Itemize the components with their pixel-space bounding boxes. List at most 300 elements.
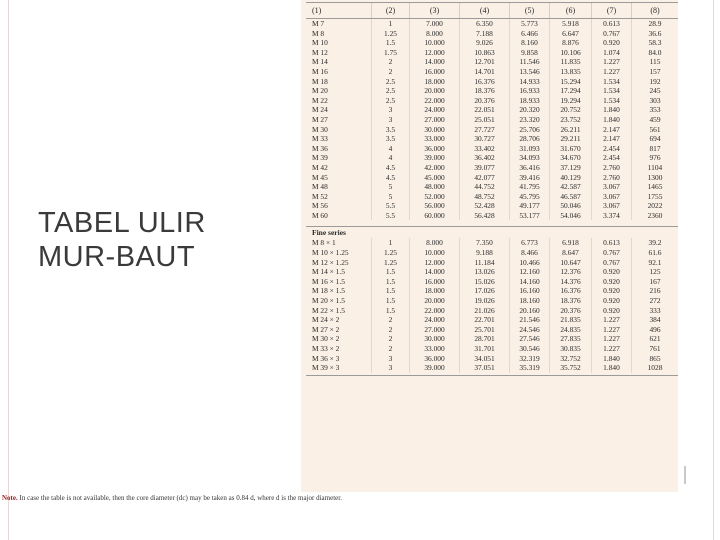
table-cell: 1.840 [592, 105, 632, 115]
table-cell: 353 [649, 105, 661, 115]
table-row [306, 344, 678, 354]
table-cell: M 30 × 2 [306, 334, 372, 344]
table-cell: 45.795 [510, 192, 550, 202]
table-cell: M 56 [306, 201, 372, 211]
table-cell: 48.000 [410, 182, 460, 192]
table-cell: 27.000 [410, 115, 460, 125]
table-cell: 2.760 [592, 163, 632, 173]
table-cell: 28.706 [510, 134, 550, 144]
table-cell: 2.5 [372, 86, 410, 96]
table-cell: 18.376 [550, 296, 592, 306]
table-cell: 52.000 [410, 192, 460, 202]
table-row [306, 354, 678, 364]
table-cell: 865 [649, 353, 661, 363]
table-cell: 18.000 [410, 77, 460, 87]
table-cell: M 16 [306, 67, 372, 77]
table-cell: 6.350 [460, 19, 510, 29]
table-row [306, 306, 678, 316]
table-cell: 14.000 [410, 57, 460, 67]
table-row [306, 238, 678, 248]
coarse-series-body [306, 19, 678, 220]
table-cell: 10.863 [460, 48, 510, 58]
table-cell: 33.402 [460, 144, 510, 154]
table-cell: 14.376 [550, 277, 592, 287]
table-cell: M 36 [306, 144, 372, 154]
table-cell: 11.835 [550, 57, 592, 67]
table-row [306, 163, 678, 173]
column-header: (2) [372, 3, 410, 18]
table-cell: 0.920 [592, 296, 632, 306]
table-cell: 1.5 [372, 306, 410, 316]
table-cell: 0.920 [592, 38, 632, 48]
table-cell: 1.227 [592, 57, 632, 67]
table-cell: M 27 × 2 [306, 325, 372, 335]
table-cell: 2.5 [372, 96, 410, 106]
table-cell: 25.706 [510, 125, 550, 135]
table-cell: 42.000 [410, 163, 460, 173]
table-cell: 20.320 [510, 105, 550, 115]
table-cell: 36.6 [648, 28, 662, 38]
table-cell: 32.752 [550, 354, 592, 364]
table-cell: 36.402 [460, 153, 510, 163]
table-cell: 0.613 [592, 19, 632, 29]
note-text: In case the table is not available, then the core diameter (dc) may be taken as 0.84 d, where d is the major diameter. [17, 494, 342, 502]
table-frame [306, 2, 678, 376]
table-cell: 39.000 [410, 363, 460, 373]
table-cell: 0.920 [592, 267, 632, 277]
table-cell: M 18 [306, 77, 372, 87]
table-cell: 24.835 [550, 325, 592, 335]
table-cell: 192 [649, 76, 661, 86]
table-cell: 2 [372, 325, 410, 335]
table-cell: 31.093 [510, 144, 550, 154]
table-cell: 3.5 [372, 125, 410, 135]
table-cell: 7.188 [460, 29, 510, 39]
table-cell: M 10 × 1.25 [306, 248, 372, 258]
table-cell: 0.613 [592, 238, 632, 248]
table-cell: 10.000 [410, 38, 460, 48]
table-cell: 5 [372, 182, 410, 192]
table-cell: 1.5 [372, 267, 410, 277]
table-cell: 1.840 [592, 115, 632, 125]
table-cell: 12.000 [410, 258, 460, 268]
table-cell: 1104 [647, 162, 663, 172]
table-cell: M 8 × 1 [306, 238, 372, 248]
table-cell: 5.5 [372, 211, 410, 221]
table-cell: 1.840 [592, 354, 632, 364]
table-cell: 1 [372, 19, 410, 29]
table-row [306, 67, 678, 77]
table-cell: 9.188 [460, 248, 510, 258]
table-cell: 41.795 [510, 182, 550, 192]
table-cell: 11.184 [460, 258, 510, 268]
table-cell: 8.876 [550, 38, 592, 48]
table-cell: 36.416 [510, 163, 550, 173]
table-cell: M 16 × 1.5 [306, 277, 372, 287]
table-row [306, 29, 678, 39]
table-cell: 976 [649, 153, 661, 163]
table-cell: 216 [649, 286, 661, 296]
table-cell: 25.701 [460, 325, 510, 335]
table-cell: 84.0 [648, 47, 662, 57]
table-cell: 1028 [647, 363, 663, 373]
table-cell: 13.026 [460, 267, 510, 277]
table-cell: 4 [372, 153, 410, 163]
table-cell: 1.5 [372, 277, 410, 287]
table-cell: 31.701 [460, 344, 510, 354]
table-cell: 34.093 [510, 153, 550, 163]
table-row [306, 96, 678, 106]
table-row [306, 248, 678, 258]
table-cell: M 14 × 1.5 [306, 267, 372, 277]
table-cell: 8.160 [510, 38, 550, 48]
column-header: (3) [410, 3, 460, 18]
table-cell: 22.000 [410, 96, 460, 106]
table-cell: 30.000 [410, 125, 460, 135]
table-cell: 44.752 [460, 182, 510, 192]
table-cell: 27.546 [510, 334, 550, 344]
table-cell: 1465 [647, 182, 663, 192]
table-cell: 14.933 [510, 77, 550, 87]
table-cell: 17.026 [460, 286, 510, 296]
table-cell: 14.160 [510, 277, 550, 287]
table-cell: 1.5 [372, 286, 410, 296]
table-cell: M 30 [306, 125, 372, 135]
table-cell: 56.428 [460, 211, 510, 221]
table-cell: 1.5 [372, 38, 410, 48]
table-cell: 2.147 [592, 134, 632, 144]
table-cell: M 20 × 1.5 [306, 296, 372, 306]
table-cell: 39.2 [648, 238, 662, 248]
table-note [2, 494, 402, 503]
table-cell: 2360 [647, 210, 663, 220]
note-label: Note. [2, 494, 18, 502]
table-cell: 42.077 [460, 173, 510, 183]
table-cell: 39.077 [460, 163, 510, 173]
table-row [306, 325, 678, 335]
column-header: (7) [592, 3, 632, 18]
table-cell: 42.587 [550, 182, 592, 192]
table-cell: 40.129 [550, 173, 592, 183]
table-row [306, 38, 678, 48]
table-cell: 21.546 [510, 315, 550, 325]
table-row [306, 77, 678, 87]
table-cell: 5 [372, 192, 410, 202]
table-cell: 30.727 [460, 134, 510, 144]
table-cell: 1755 [647, 191, 663, 201]
table-row [306, 296, 678, 306]
table-cell: 21.026 [460, 306, 510, 316]
table-cell: 10.466 [510, 258, 550, 268]
table-cell: M 48 [306, 182, 372, 192]
table-cell: 19.294 [550, 96, 592, 106]
table-cell: 29.211 [550, 134, 592, 144]
fine-series-body [306, 238, 678, 372]
table-cell: 27.000 [410, 325, 460, 335]
table-cell: 30.546 [510, 344, 550, 354]
table-cell: 8.000 [410, 238, 460, 248]
table-cell: 16.160 [510, 286, 550, 296]
table-cell: 58.3 [648, 38, 662, 48]
table-cell: M 39 × 3 [306, 363, 372, 373]
table-cell: 5.5 [372, 201, 410, 211]
table-cell: M 10 [306, 38, 372, 48]
table-cell: 16.376 [550, 286, 592, 296]
table-cell: 3.067 [592, 182, 632, 192]
table-cell: 12.376 [550, 267, 592, 277]
table-cell: 3 [372, 115, 410, 125]
table-cell: M 42 [306, 163, 372, 173]
table-cell: 3 [372, 363, 410, 373]
table-cell: M 8 [306, 29, 372, 39]
table-cell: M 22 × 1.5 [306, 306, 372, 316]
table-cell: 16.933 [510, 86, 550, 96]
table-cell: 18.933 [510, 96, 550, 106]
table-cell: 0.920 [592, 286, 632, 296]
table-cell: 3.067 [592, 201, 632, 211]
table-row [306, 258, 678, 268]
table-row [306, 48, 678, 58]
table-cell: 25.051 [460, 115, 510, 125]
table-cell: 8.000 [410, 29, 460, 39]
side-marker [684, 466, 686, 484]
table-row [306, 363, 678, 373]
table-row [306, 125, 678, 135]
table-cell: 7.350 [460, 238, 510, 248]
thread-table-image [301, 0, 678, 492]
table-cell: 6.918 [550, 238, 592, 248]
table-cell: M 14 [306, 57, 372, 67]
table-cell: 24.000 [410, 315, 460, 325]
table-cell: 27.727 [460, 125, 510, 135]
table-cell: 18.376 [460, 86, 510, 96]
table-cell: 6.647 [550, 29, 592, 39]
table-cell: M 12 × 1.25 [306, 258, 372, 268]
table-cell: 37.129 [550, 163, 592, 173]
table-cell: 0.767 [592, 248, 632, 258]
table-cell: 14.701 [460, 67, 510, 77]
table-cell: 22.701 [460, 315, 510, 325]
table-cell: 0.920 [592, 306, 632, 316]
table-cell: 1.227 [592, 67, 632, 77]
table-cell: 24.000 [410, 105, 460, 115]
table-row [306, 182, 678, 192]
table-cell: 8.647 [550, 248, 592, 258]
table-cell: 5.918 [550, 19, 592, 29]
table-cell: 35.319 [510, 363, 550, 373]
table-cell: 52.428 [460, 201, 510, 211]
table-cell: 11.546 [510, 57, 550, 67]
table-cell: 2.760 [592, 173, 632, 183]
right-border-line [713, 0, 714, 540]
table-cell: 7.000 [410, 19, 460, 29]
column-header: (4) [460, 3, 510, 18]
table-cell: 1.25 [372, 258, 410, 268]
table-cell: 20.376 [550, 306, 592, 316]
table-cell: 48.752 [460, 192, 510, 202]
table-cell: 1.25 [372, 248, 410, 258]
table-cell: 23.752 [550, 115, 592, 125]
table-cell: 12.701 [460, 57, 510, 67]
table-cell: 27.835 [550, 334, 592, 344]
table-cell: 694 [649, 134, 661, 144]
table-cell: M 33 [306, 134, 372, 144]
table-cell: 16.000 [410, 67, 460, 77]
table-cell: 22.051 [460, 105, 510, 115]
table-cell: 17.294 [550, 86, 592, 96]
table-cell: 16.376 [460, 77, 510, 87]
table-cell: 32.319 [510, 354, 550, 364]
table-cell: 20.376 [460, 96, 510, 106]
column-header: (5) [510, 3, 550, 18]
table-cell: 15.026 [460, 277, 510, 287]
table-cell: 2022 [647, 201, 663, 211]
table-cell: 26.211 [550, 125, 592, 135]
table-cell: 16.000 [410, 277, 460, 287]
table-cell: 1.534 [592, 77, 632, 87]
table-cell: 6.466 [510, 29, 550, 39]
table-cell: M 24 [306, 105, 372, 115]
table-cell: 33.000 [410, 134, 460, 144]
table-cell: 1.227 [592, 325, 632, 335]
table-cell: 20.000 [410, 86, 460, 96]
table-cell: 54.046 [550, 211, 592, 221]
table-row [306, 201, 678, 211]
table-cell: 53.177 [510, 211, 550, 221]
section-divider [306, 220, 678, 227]
table-cell: 2 [372, 67, 410, 77]
table-cell: 2.454 [592, 153, 632, 163]
table-row [306, 57, 678, 67]
column-header: (8) [650, 6, 660, 15]
table-cell: 167 [649, 276, 661, 286]
table-row [306, 134, 678, 144]
table-cell: 39.000 [410, 153, 460, 163]
column-header: (6) [550, 3, 592, 18]
table-row [306, 315, 678, 325]
table-cell: 3 [372, 105, 410, 115]
table-cell: 3 [372, 354, 410, 364]
table-cell: 49.177 [510, 201, 550, 211]
table-cell: 272 [649, 296, 661, 306]
table-cell: 1.534 [592, 96, 632, 106]
table-cell: 115 [649, 57, 661, 67]
table-cell: 20.752 [550, 105, 592, 115]
table-row [306, 277, 678, 287]
table-cell: 459 [649, 114, 661, 124]
table-cell: 18.160 [510, 296, 550, 306]
table-cell: M 33 × 2 [306, 344, 372, 354]
table-row [306, 19, 678, 29]
table-cell: 1 [372, 238, 410, 248]
table-cell: M 22 [306, 96, 372, 106]
table-cell: 4.5 [372, 173, 410, 183]
table-cell: 1.227 [592, 334, 632, 344]
table-cell: 0.767 [592, 29, 632, 39]
table-cell: 817 [649, 143, 661, 153]
table-cell: M 12 [306, 48, 372, 58]
table-cell: 2.5 [372, 77, 410, 87]
table-cell: 37.051 [460, 363, 510, 373]
table-cell: 1.25 [372, 29, 410, 39]
table-cell: 1.074 [592, 48, 632, 58]
table-cell: 30.000 [410, 334, 460, 344]
table-cell: 303 [649, 95, 661, 105]
table-cell: 46.587 [550, 192, 592, 202]
table-cell: 1.227 [592, 344, 632, 354]
table-cell: 21.835 [550, 315, 592, 325]
table-cell: 3.5 [372, 134, 410, 144]
table-cell: 34.670 [550, 153, 592, 163]
table-cell: 561 [649, 124, 661, 134]
table-cell: M 60 [306, 211, 372, 221]
table-cell: 496 [649, 324, 661, 334]
table-cell: 5.773 [510, 19, 550, 29]
table-cell: 1.534 [592, 86, 632, 96]
table-cell: 39.416 [510, 173, 550, 183]
table-cell: 31.670 [550, 144, 592, 154]
table-cell: 23.320 [510, 115, 550, 125]
table-cell: 20.000 [410, 296, 460, 306]
table-cell: 13.546 [510, 67, 550, 77]
table-row [306, 173, 678, 183]
table-cell: 2 [372, 315, 410, 325]
table-cell: 9.026 [460, 38, 510, 48]
table-cell: 2 [372, 57, 410, 67]
table-cell: 10.000 [410, 248, 460, 258]
table-cell: 2.454 [592, 144, 632, 154]
table-cell: 28.701 [460, 334, 510, 344]
table-cell: 61.6 [648, 248, 662, 258]
table-cell: 18.000 [410, 286, 460, 296]
table-cell: 12.160 [510, 267, 550, 277]
table-cell: M 36 × 3 [306, 354, 372, 364]
table-cell: 19.026 [460, 296, 510, 306]
table-cell: 0.920 [592, 277, 632, 287]
table-row [306, 334, 678, 344]
table-cell: 245 [649, 86, 661, 96]
table-cell: 34.051 [460, 354, 510, 364]
table-cell: 1.5 [372, 296, 410, 306]
table-cell: 10.106 [550, 48, 592, 58]
table-row [306, 153, 678, 163]
table-cell: 761 [649, 344, 661, 353]
table-cell: 1.227 [592, 315, 632, 325]
table-cell: 14.000 [410, 267, 460, 277]
table-row [306, 286, 678, 296]
table-cell: 2 [372, 344, 410, 354]
table-cell: 157 [649, 66, 661, 76]
table-cell: 22.000 [410, 306, 460, 316]
table-cell: 60.000 [410, 211, 460, 221]
table-cell: M 7 [306, 19, 372, 29]
table-cell: 50.046 [550, 201, 592, 211]
table-cell: M 24 × 2 [306, 315, 372, 325]
left-border-line [8, 0, 9, 540]
table-cell: 28.9 [648, 19, 662, 28]
table-cell: 0.767 [592, 258, 632, 268]
table-cell: 1.840 [592, 363, 632, 373]
table-row [306, 115, 678, 125]
table-cell: 8.466 [510, 248, 550, 258]
table-cell: 333 [649, 305, 661, 315]
table-cell: 2.147 [592, 125, 632, 135]
table-cell: M 18 × 1.5 [306, 286, 372, 296]
table-cell: 24.546 [510, 325, 550, 335]
column-header: (1) [306, 3, 372, 18]
table-cell: 1.75 [372, 48, 410, 58]
table-cell: 33.000 [410, 344, 460, 354]
